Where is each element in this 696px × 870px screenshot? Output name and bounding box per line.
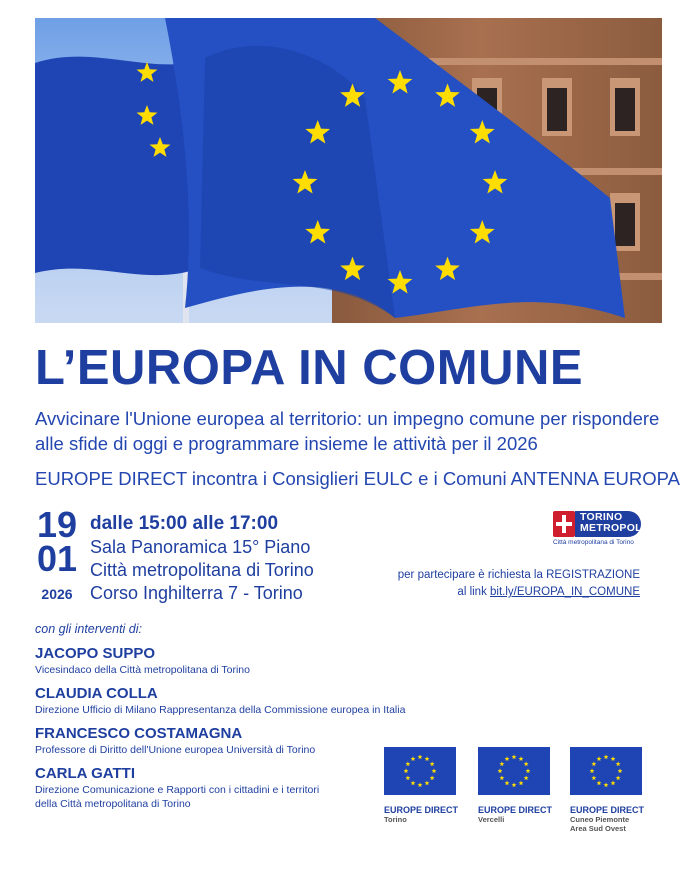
speaker-name: CLAUDIA COLLA bbox=[35, 685, 158, 702]
event-date bbox=[35, 504, 79, 602]
torino-metropoli-logo bbox=[553, 509, 646, 551]
star-icon bbox=[616, 775, 621, 780]
europe-direct-logo-vercelli bbox=[478, 747, 554, 824]
ed-subtitle: Torino bbox=[384, 815, 407, 824]
star-icon bbox=[404, 768, 409, 773]
ed-title: EUROPE DIRECT bbox=[570, 805, 645, 815]
event-venue: Sala Panoramica 15° Piano bbox=[90, 537, 311, 557]
star-icon bbox=[611, 756, 616, 761]
speaker-item bbox=[35, 724, 415, 757]
date-month: 01 bbox=[36, 538, 78, 579]
logo-line2: METROPOLI bbox=[580, 522, 646, 534]
speaker-role: Direzione Comunicazione e Rapporti con i cittadini e i territori della Città metropolitana di Torino bbox=[35, 784, 320, 810]
star-icon bbox=[526, 768, 531, 773]
star-icon bbox=[604, 782, 609, 787]
star-icon bbox=[597, 781, 602, 786]
star-icon bbox=[499, 775, 504, 780]
speaker-role: Direzione Ufficio di Milano Rappresentanza della Commissione europea in Italia bbox=[35, 704, 406, 716]
ed-title: EUROPE DIRECT bbox=[384, 805, 459, 815]
speaker-list bbox=[35, 644, 415, 818]
registration-link-prefix: al link bbox=[457, 586, 491, 598]
star-icon bbox=[418, 782, 423, 787]
speaker-item bbox=[35, 764, 415, 811]
ed-subtitle: Vercelli bbox=[478, 815, 505, 824]
star-icon bbox=[499, 761, 504, 766]
ed-subtitle: Cuneo Piemonte bbox=[570, 815, 630, 824]
eu-flag-icon bbox=[478, 747, 550, 795]
star-icon bbox=[604, 754, 609, 759]
star-icon bbox=[512, 754, 517, 759]
subtitle: Avvicinare l'Unione europea al territorio: un impegno comune per rispondere alle sfide di oggi e programmare insieme le attività per il 2026 bbox=[35, 408, 660, 454]
star-icon bbox=[597, 756, 602, 761]
event-address: Corso Inghilterra 7 - Torino bbox=[90, 583, 303, 603]
speaker-role: Professore di Diritto dell'Unione europea Università di Torino bbox=[35, 744, 316, 756]
star-icon bbox=[425, 781, 430, 786]
date-day: 19 bbox=[36, 504, 78, 545]
star-icon bbox=[611, 781, 616, 786]
speaker-item bbox=[35, 644, 415, 677]
ed-subtitle: Area Sud Ovest bbox=[570, 824, 626, 833]
logo-subtitle: Città metropolitana di Torino bbox=[553, 539, 634, 546]
registration-text: per partecipare è richiesta la REGISTRAZIONE bbox=[397, 569, 640, 581]
tagline: EUROPE DIRECT incontra i Consiglieri EULC e i Comuni ANTENNA EUROPA bbox=[35, 468, 680, 489]
star-icon bbox=[618, 768, 623, 773]
star-icon bbox=[519, 781, 524, 786]
star-icon bbox=[505, 756, 510, 761]
europe-direct-logo-torino bbox=[384, 747, 460, 824]
star-icon bbox=[512, 782, 517, 787]
star-icon bbox=[524, 775, 529, 780]
star-icon bbox=[425, 756, 430, 761]
hero-image bbox=[35, 18, 662, 323]
star-icon bbox=[405, 775, 410, 780]
star-icon bbox=[405, 761, 410, 766]
date-year: 2026 bbox=[41, 586, 73, 602]
ed-title: EUROPE DIRECT bbox=[478, 805, 553, 815]
star-icon bbox=[590, 768, 595, 773]
event-info bbox=[90, 512, 314, 605]
registration-info bbox=[398, 567, 640, 601]
logo-line1: TORINO bbox=[580, 511, 623, 523]
star-icon bbox=[591, 761, 596, 766]
speaker-name: JACOPO SUPPO bbox=[35, 645, 156, 662]
speaker-role: Vicesindaco della Città metropolitana di Torino bbox=[35, 664, 250, 676]
star-icon bbox=[498, 768, 503, 773]
page-title: L’EUROPA IN COMUNE bbox=[35, 341, 584, 395]
star-icon bbox=[524, 761, 529, 766]
eu-flag-icon bbox=[384, 747, 456, 795]
star-icon bbox=[430, 761, 435, 766]
eu-flag-icon bbox=[35, 18, 662, 323]
eu-flag-icon bbox=[570, 747, 642, 795]
star-icon bbox=[519, 756, 524, 761]
star-icon bbox=[418, 754, 423, 759]
star-icon bbox=[505, 781, 510, 786]
star-icon bbox=[430, 775, 435, 780]
star-icon bbox=[411, 756, 416, 761]
torino-shield-icon bbox=[553, 511, 575, 537]
speaker-name: FRANCESCO COSTAMAGNA bbox=[35, 725, 243, 742]
speaker-name: CARLA GATTI bbox=[35, 765, 135, 782]
event-time: dalle 15:00 alle 17:00 bbox=[90, 513, 279, 534]
europe-direct-logo-cuneo bbox=[570, 747, 646, 833]
star-icon bbox=[432, 768, 437, 773]
registration-link[interactable]: bit.ly/EUROPA_IN_COMUNE bbox=[490, 586, 640, 598]
event-institution: Città metropolitana di Torino bbox=[90, 560, 314, 580]
star-icon bbox=[411, 781, 416, 786]
star-icon bbox=[591, 775, 596, 780]
speaker-item bbox=[35, 684, 415, 717]
star-icon bbox=[616, 761, 621, 766]
interventions-label: con gli interventi di: bbox=[35, 622, 143, 636]
